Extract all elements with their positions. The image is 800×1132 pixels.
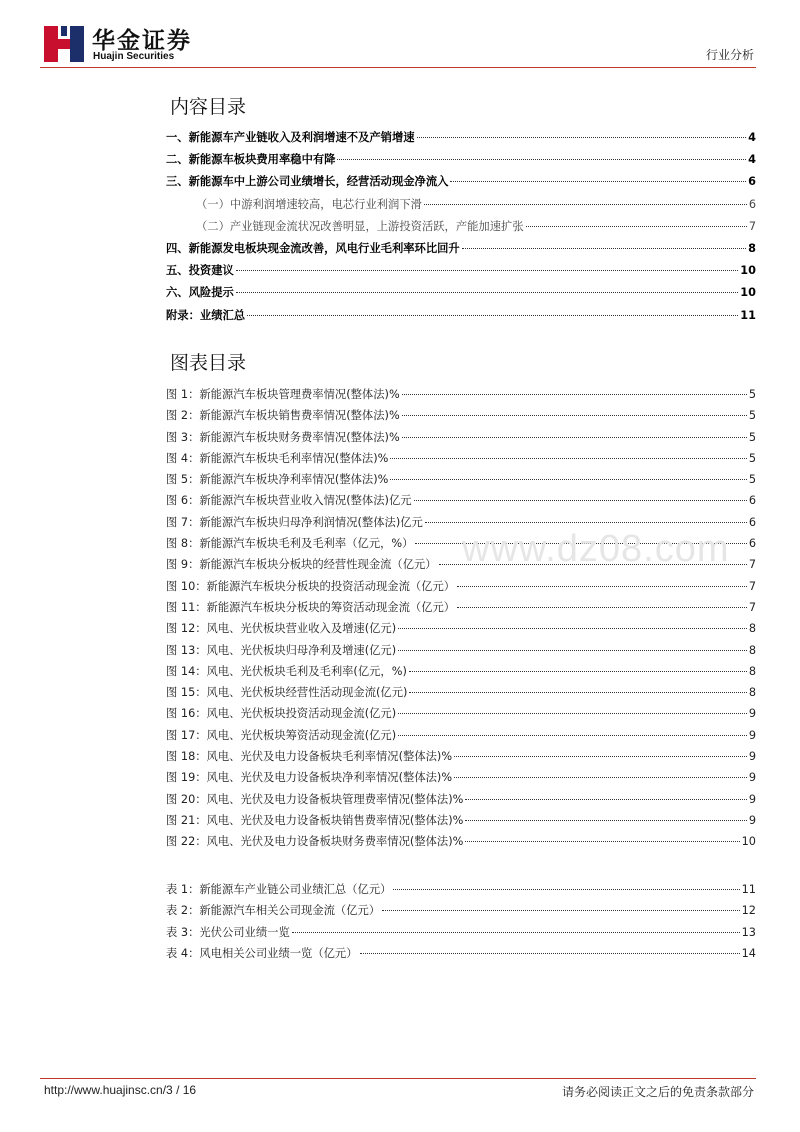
figure-entry[interactable] — [166, 516, 756, 537]
dot-leader — [398, 735, 747, 736]
entry-label: 图 21：风电、光伏及电力设备板块销售费率情况(整体法)% — [166, 813, 464, 827]
entry-label: 图 2：新能源汽车板块销售费率情况(整体法)% — [166, 409, 400, 423]
dot-leader — [424, 204, 747, 205]
table-entry[interactable] — [166, 926, 756, 947]
entry-page-number: 6 — [748, 197, 756, 211]
entry-label: 图 11：新能源汽车板块分板块的筹资活动现金流（亿元） — [166, 600, 456, 614]
entry-page-number: 8 — [748, 241, 756, 255]
entry-page-number: 6 — [748, 537, 756, 551]
disclaimer-note: 请务必阅读正文之后的免责条款部分 — [561, 1085, 754, 1099]
entry-page-number: 10 — [740, 286, 756, 300]
figures-title: 图表目录 — [170, 352, 247, 374]
dot-leader — [398, 650, 747, 651]
toc-entry[interactable] — [166, 220, 756, 242]
entry-label: 表 4：风电相关公司业绩一览（亿元） — [166, 946, 358, 960]
figures-list — [166, 388, 756, 857]
entry-page-number: 10 — [741, 835, 756, 849]
entry-label: （二）产业链现金流状况改善明显，上游投资活跃，产能加速扩张 — [196, 219, 524, 233]
entry-page-number: 7 — [748, 558, 756, 572]
entry-page-number: 5 — [748, 473, 756, 487]
entry-label: 图 9：新能源汽车板块分板块的经营性现金流（亿元） — [166, 558, 437, 572]
figure-entry[interactable] — [166, 793, 756, 814]
entry-page-number: 5 — [748, 409, 756, 423]
entry-label: 四、新能源发电板块现金流改善，风电行业毛利率环比回升 — [166, 241, 460, 255]
figure-entry[interactable] — [166, 473, 756, 494]
entry-label: 表 2：新能源汽车相关公司现金流（亿元） — [166, 904, 381, 918]
entry-label: 图 20：风电、光伏及电力设备板块管理费率情况(整体法)% — [166, 792, 464, 806]
figure-entry[interactable] — [166, 686, 756, 707]
toc-entry[interactable] — [166, 175, 756, 197]
entry-label: 图 7：新能源汽车板块归母净利润情况(整体法)亿元 — [166, 515, 423, 529]
dot-leader — [454, 756, 747, 757]
figure-entry[interactable] — [166, 452, 756, 473]
entry-page-number: 9 — [748, 771, 756, 785]
dot-leader — [337, 159, 746, 160]
dot-leader — [390, 458, 746, 459]
dot-leader — [398, 713, 747, 714]
dot-leader — [292, 932, 740, 933]
dot-leader — [417, 137, 747, 138]
dot-leader — [457, 586, 747, 587]
entry-page-number: 8 — [748, 686, 756, 700]
entry-page-number: 7 — [748, 579, 756, 593]
toc-entry[interactable] — [166, 131, 756, 153]
report-category: 行业分析 — [705, 48, 754, 62]
entry-label: 图 14：风电、光伏板块毛利及毛利率(亿元，%) — [166, 664, 407, 678]
toc-entry[interactable] — [166, 198, 756, 220]
entry-page-number: 8 — [748, 643, 756, 657]
brand-name-cn: 华金证券 — [92, 28, 192, 54]
entry-label: 图 6：新能源汽车板块营业收入情况(整体法)亿元 — [166, 494, 412, 508]
figure-entry[interactable] — [166, 771, 756, 792]
dot-leader — [236, 292, 738, 293]
entry-page-number: 5 — [748, 451, 756, 465]
tables-list — [166, 883, 756, 968]
entry-label: 二、新能源车板块费用率稳中有降 — [166, 153, 336, 167]
entry-label: 图 8：新能源汽车板块毛利及毛利率（亿元，%） — [166, 537, 414, 551]
entry-page-number: 11 — [740, 308, 756, 322]
entry-label: 图 12：风电、光伏板块营业收入及增速(亿元) — [166, 622, 397, 636]
huajin-logo-icon — [44, 24, 84, 64]
dot-leader — [526, 226, 747, 227]
entry-label: 图 4：新能源汽车板块毛利率情况(整体法)% — [166, 451, 389, 465]
toc-entry[interactable] — [166, 153, 756, 175]
entry-label: 图 15：风电、光伏板块经营性活动现金流(亿元) — [166, 686, 408, 700]
entry-page-number: 9 — [748, 792, 756, 806]
entry-page-number: 9 — [748, 750, 756, 764]
entry-label: 图 16：风电、光伏板块投资活动现金流(亿元) — [166, 707, 397, 721]
contents-title: 内容目录 — [170, 96, 247, 118]
dot-leader — [465, 820, 746, 821]
entry-label: 图 18：风电、光伏及电力设备板块毛利率情况(整体法)% — [166, 750, 453, 764]
figure-entry[interactable] — [166, 622, 756, 643]
dot-leader — [402, 394, 747, 395]
entry-label: 图 19：风电、光伏及电力设备板块净利率情况(整体法)% — [166, 771, 453, 785]
figure-entry[interactable] — [166, 729, 756, 750]
entry-page-number: 12 — [741, 904, 756, 918]
entry-label: 图 17：风电、光伏板块筹资活动现金流(亿元) — [166, 728, 397, 742]
footer-url: http://www.huajinsc.cn/3 / 16 — [44, 1083, 197, 1097]
entry-page-number: 4 — [748, 131, 756, 144]
entry-page-number: 6 — [748, 515, 756, 529]
dot-leader — [409, 671, 747, 672]
figure-entry[interactable] — [166, 644, 756, 665]
dot-leader — [247, 315, 738, 316]
dot-leader — [360, 953, 740, 954]
entry-label: 图 13：风电、光伏板块归母净利及增速(亿元) — [166, 643, 397, 657]
header-divider — [40, 67, 756, 68]
toc-entry[interactable] — [166, 309, 756, 331]
entry-label: 五、投资建议 — [166, 264, 234, 278]
brand-name-en: Huajin Securities — [93, 51, 175, 62]
entry-page-number: 10 — [740, 264, 756, 278]
entry-page-number: 7 — [748, 600, 756, 614]
figure-entry[interactable] — [166, 537, 756, 558]
dot-leader — [450, 181, 746, 182]
figure-entry[interactable] — [166, 835, 756, 856]
entry-page-number: 6 — [748, 175, 756, 189]
table-entry[interactable] — [166, 904, 756, 925]
dot-leader — [462, 248, 746, 249]
entry-page-number: 9 — [748, 728, 756, 742]
dot-leader — [382, 910, 740, 911]
entry-page-number: 9 — [748, 707, 756, 721]
dot-leader — [439, 564, 747, 565]
entry-label: 表 3：光伏公司业绩一览 — [166, 925, 290, 939]
dot-leader — [414, 500, 747, 501]
figure-entry[interactable] — [166, 558, 756, 579]
table-entry[interactable] — [166, 883, 756, 904]
dot-leader — [415, 543, 746, 544]
entry-page-number: 13 — [741, 925, 756, 939]
figure-entry[interactable] — [166, 494, 756, 515]
dot-leader — [457, 607, 747, 608]
figure-entry[interactable] — [166, 601, 756, 622]
dot-leader — [390, 479, 746, 480]
dot-leader — [425, 522, 747, 523]
toc-entry[interactable] — [166, 242, 756, 264]
footer-divider — [40, 1078, 756, 1079]
entry-page-number: 9 — [748, 813, 756, 827]
dot-leader — [402, 437, 747, 438]
entry-page-number: 8 — [748, 622, 756, 636]
dot-leader — [402, 415, 747, 416]
figure-entry[interactable] — [166, 580, 756, 601]
entry-label: 图 1：新能源汽车板块管理费率情况(整体法)% — [166, 388, 400, 401]
entry-page-number: 5 — [748, 430, 756, 444]
entry-page-number: 7 — [748, 219, 756, 233]
dot-leader — [465, 799, 746, 800]
entry-page-number: 6 — [748, 494, 756, 508]
figure-entry[interactable] — [166, 409, 756, 430]
entry-label: 图 3：新能源汽车板块财务费率情况(整体法)% — [166, 430, 400, 444]
dot-leader — [454, 777, 747, 778]
figure-entry[interactable] — [166, 707, 756, 728]
dot-leader — [465, 841, 739, 842]
table-entry[interactable] — [166, 947, 756, 968]
figure-entry[interactable] — [166, 388, 756, 409]
entry-label: 附录：业绩汇总 — [166, 308, 246, 322]
page-header — [0, 0, 800, 70]
dot-leader — [409, 692, 746, 693]
entry-page-number: 5 — [748, 388, 756, 401]
entry-label: 图 22：风电、光伏及电力设备板块财务费率情况(整体法)% — [166, 835, 464, 849]
entry-label: 三、新能源车中上游公司业绩增长，经营活动现金净流入 — [166, 175, 449, 189]
entry-page-number: 14 — [741, 946, 756, 960]
toc-entry[interactable] — [166, 264, 756, 286]
entry-label: 图 10：新能源汽车板块分板块的投资活动现金流（亿元） — [166, 579, 456, 593]
entry-label: 六、风险提示 — [166, 286, 234, 300]
entry-page-number: 11 — [741, 883, 756, 896]
entry-page-number: 8 — [748, 664, 756, 678]
entry-label: （一）中游利润增速较高，电芯行业利润下滑 — [196, 197, 422, 211]
dot-leader — [236, 270, 738, 271]
entry-label: 图 5：新能源汽车板块净利率情况(整体法)% — [166, 473, 389, 487]
figure-entry[interactable] — [166, 814, 756, 835]
dot-leader — [398, 628, 747, 629]
contents-list — [166, 131, 756, 331]
figure-entry[interactable] — [166, 750, 756, 771]
dot-leader — [393, 889, 739, 890]
figure-entry[interactable] — [166, 665, 756, 686]
watermark: www.dz08.com — [462, 528, 730, 570]
figure-entry[interactable] — [166, 431, 756, 452]
entry-label: 一、新能源车产业链收入及利润增速不及产销增速 — [166, 131, 415, 144]
entry-page-number: 4 — [748, 153, 756, 167]
toc-entry[interactable] — [166, 286, 756, 308]
entry-label: 表 1：新能源车产业链公司业绩汇总（亿元） — [166, 883, 392, 896]
